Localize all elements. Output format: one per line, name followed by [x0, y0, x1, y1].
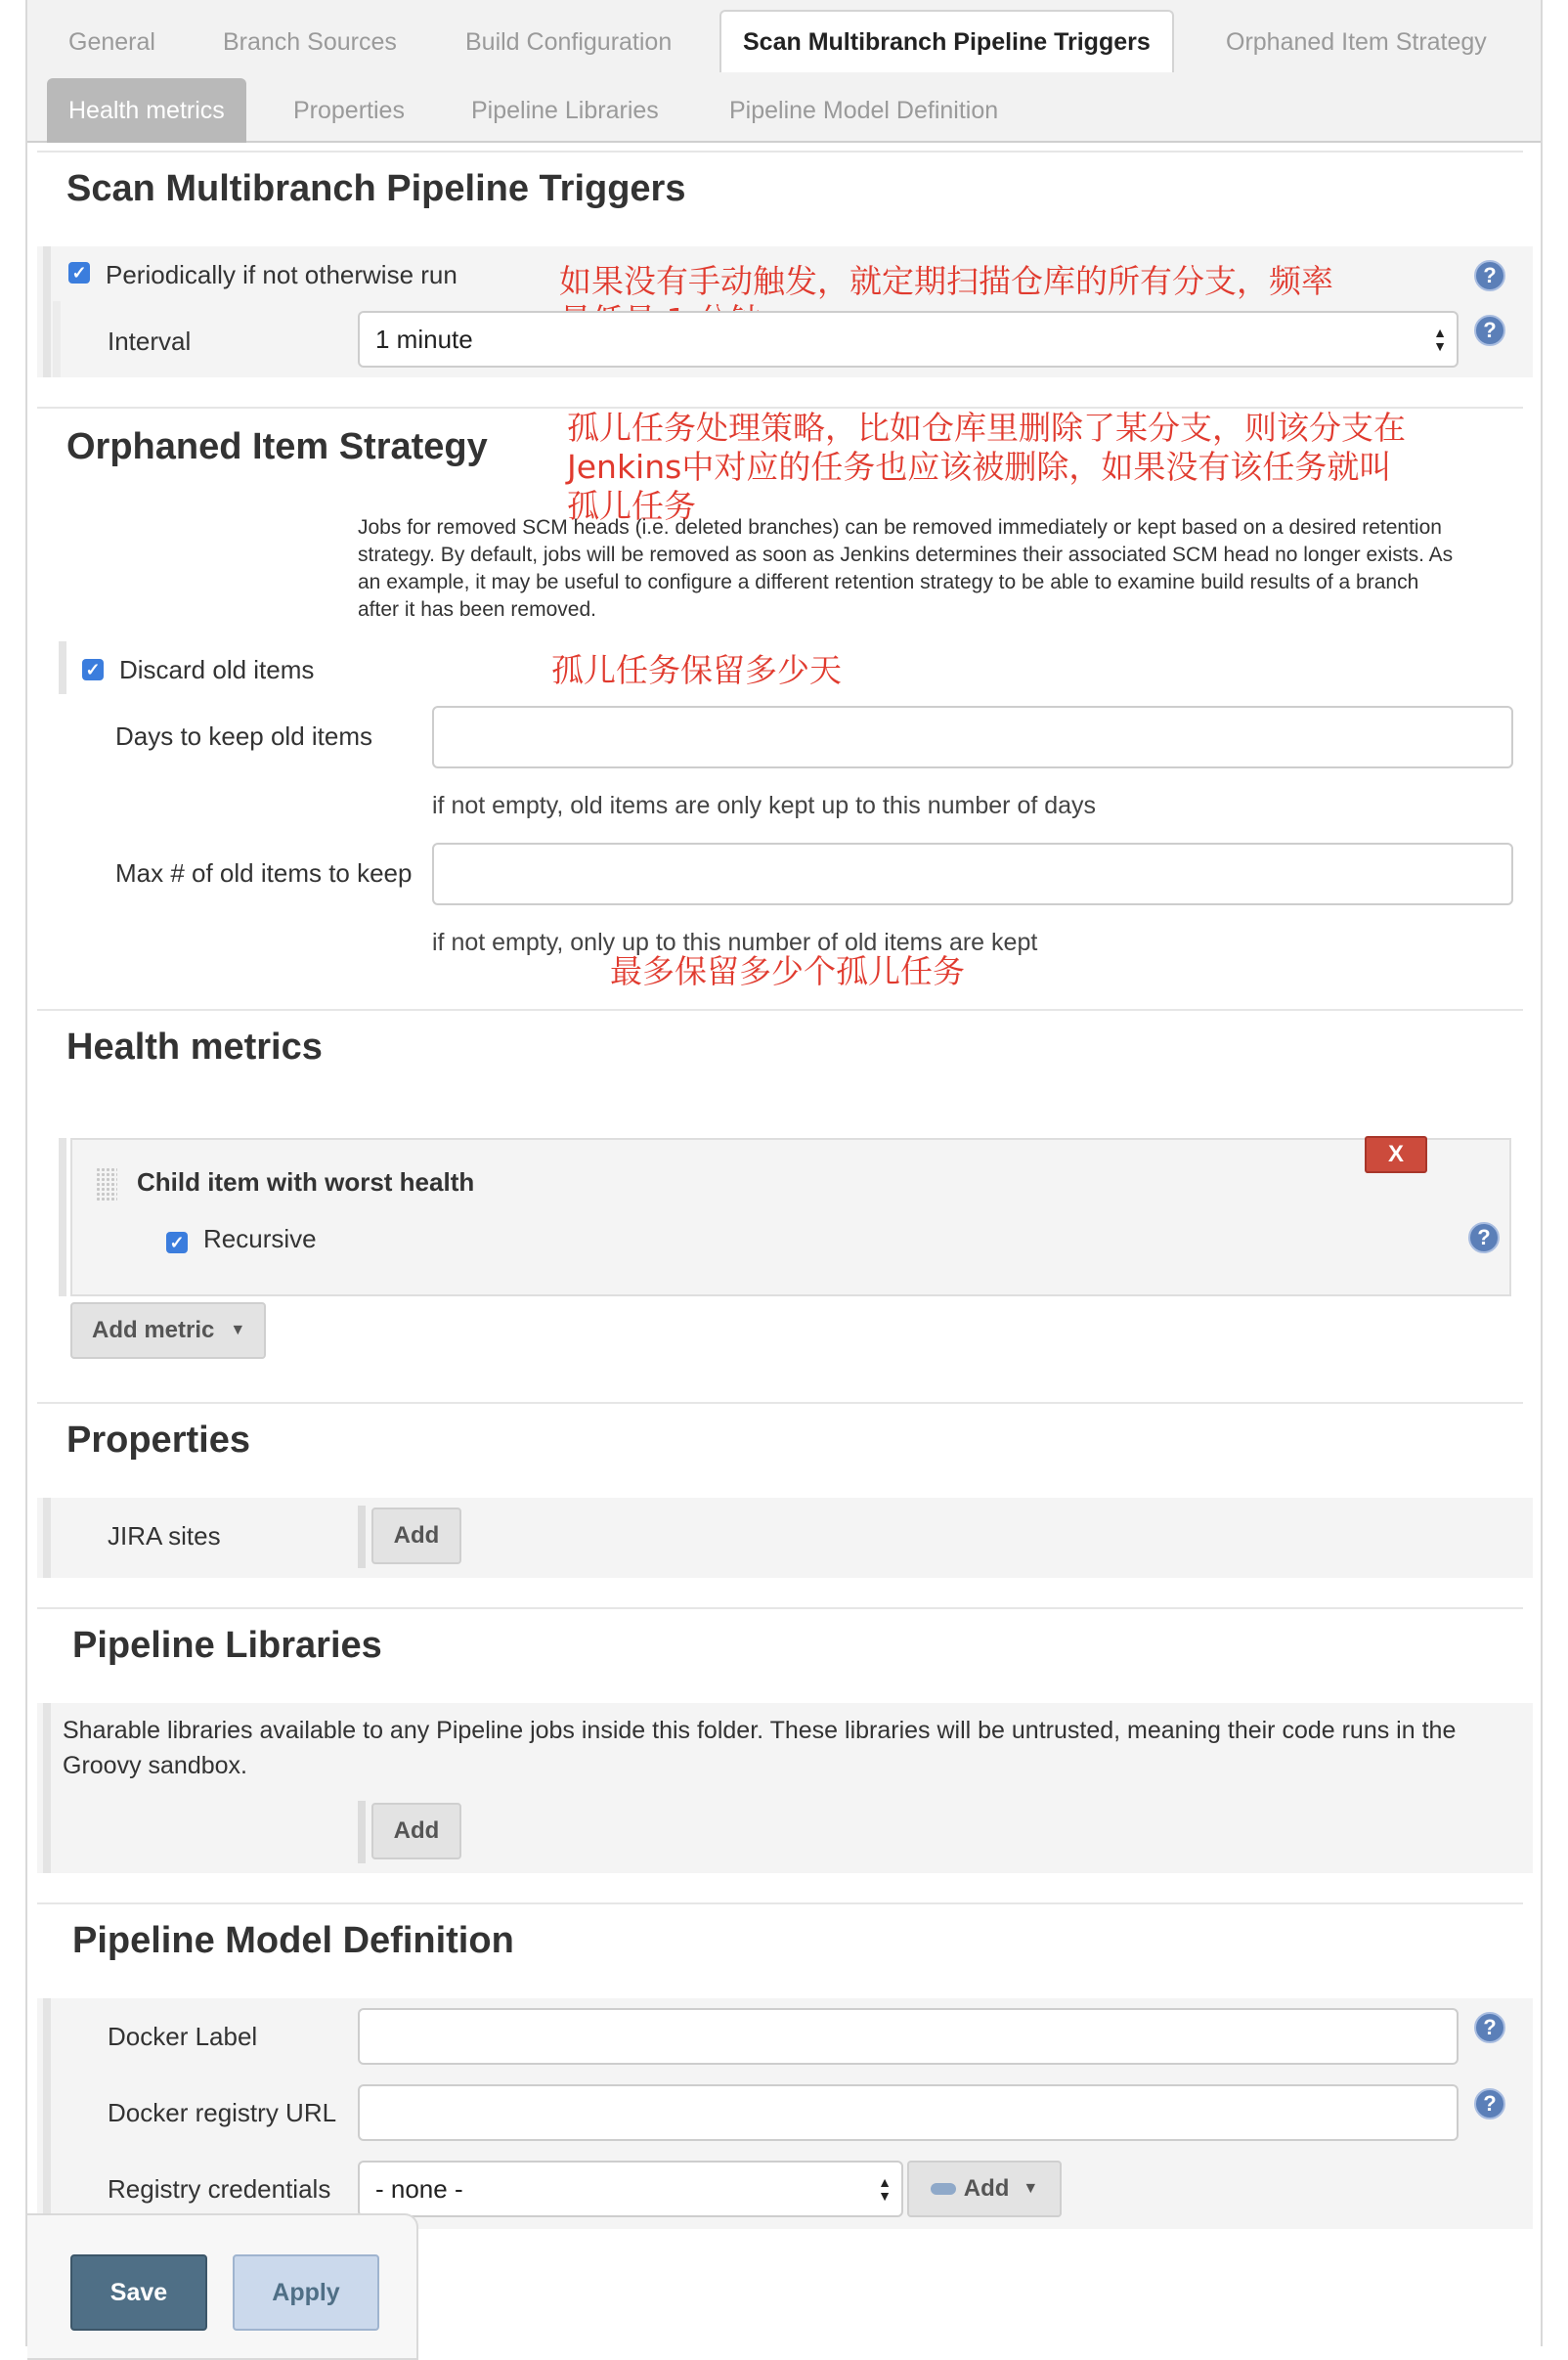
days-to-keep-label: Days to keep old items	[115, 721, 373, 751]
section-divider	[37, 1607, 1523, 1609]
tab-health-metrics[interactable]: Health metrics	[47, 78, 246, 143]
tab-pipeline-libraries[interactable]: Pipeline Libraries	[471, 97, 659, 124]
recursive-checkbox[interactable]	[166, 1232, 188, 1253]
max-items-hint: if not empty, only up to this number of old items are kept	[432, 929, 1038, 956]
properties-title: Properties	[66, 1420, 250, 1461]
help-icon[interactable]: ?	[1474, 2012, 1505, 2043]
max-items-input[interactable]	[432, 843, 1513, 905]
checkmark-icon: ✓	[71, 263, 87, 283]
days-to-keep-hint: if not empty, old items are only kept up to this number of days	[432, 792, 1097, 819]
add-library-button[interactable]: Add	[371, 1803, 461, 1859]
select-arrows-icon: ▲ ▼	[878, 2174, 892, 2204]
tab-branch-sources[interactable]: Branch Sources	[223, 28, 397, 56]
config-page	[25, 0, 1543, 2346]
panel-indent-bar	[43, 1998, 51, 2229]
jira-sites-label: JIRA sites	[108, 1521, 221, 1551]
tab-pipeline-model-definition[interactable]: Pipeline Model Definition	[729, 97, 999, 124]
add-metric-button[interactable]: Add metric ▼	[70, 1302, 266, 1359]
annotation-max-items: 最多保留多少个孤儿任务	[610, 952, 965, 990]
checkmark-icon: ✓	[85, 660, 101, 679]
help-icon[interactable]: ?	[1474, 2088, 1505, 2120]
scan-triggers-title: Scan Multibranch Pipeline Triggers	[66, 168, 686, 209]
field-indent-bar	[358, 1506, 366, 1568]
interval-label: Interval	[108, 327, 192, 356]
tab-general[interactable]: General	[68, 28, 155, 56]
metric-child-worst-health	[70, 1138, 1511, 1296]
panel-indent-bar	[53, 301, 61, 377]
help-icon[interactable]: ?	[1474, 260, 1505, 291]
key-icon	[931, 2183, 956, 2195]
tab-properties[interactable]: Properties	[293, 97, 405, 124]
panel-indent-bar	[59, 641, 66, 694]
checkmark-icon: ✓	[169, 1233, 185, 1252]
annotation-scan-frequency: 如果没有手动触发，就定期扫描仓库的所有分支，频率	[559, 262, 1333, 300]
pipeline-libraries-description: Sharable libraries available to any Pipeline jobs inside this folder. These libraries will be untrusted, meaning their code runs in the Groovy sandbox.	[63, 1717, 1457, 1779]
save-apply-bar	[27, 2213, 418, 2360]
add-jira-site-button[interactable]: Add	[371, 1508, 461, 1564]
tab-orphaned-item-strategy[interactable]: Orphaned Item Strategy	[1226, 28, 1487, 56]
registry-credentials-select[interactable]: - none - ▲ ▼	[358, 2161, 903, 2217]
pipeline-libraries-title: Pipeline Libraries	[72, 1625, 382, 1666]
discard-old-items-label: Discard old items	[119, 655, 315, 684]
orphaned-strategy-title: Orphaned Item Strategy	[66, 426, 488, 467]
section-divider	[37, 1902, 1523, 1904]
registry-credentials-label: Registry credentials	[108, 2174, 331, 2204]
save-button[interactable]: Save	[70, 2254, 207, 2331]
apply-button[interactable]: Apply	[233, 2254, 379, 2331]
tab-build-configuration[interactable]: Build Configuration	[465, 28, 673, 56]
remove-metric-button[interactable]: X	[1365, 1136, 1427, 1173]
select-arrows-icon: ▲ ▼	[1433, 325, 1447, 354]
panel-indent-bar	[43, 246, 51, 377]
panel-indent-bar	[59, 1138, 66, 1296]
max-items-label: Max # of old items to keep	[115, 858, 413, 888]
docker-registry-url-input[interactable]	[358, 2084, 1459, 2141]
section-divider	[37, 151, 1523, 153]
interval-select[interactable]: 1 minute ▲ ▼	[358, 311, 1459, 368]
health-metrics-title: Health metrics	[66, 1027, 323, 1068]
docker-registry-url-label: Docker registry URL	[108, 2098, 337, 2127]
chevron-down-icon: ▼	[230, 1322, 246, 1338]
days-to-keep-input[interactable]	[432, 706, 1513, 768]
annotation-keep-days: 孤儿任务保留多少天	[551, 651, 842, 689]
chevron-down-icon: ▼	[1023, 2180, 1039, 2197]
metric-title: Child item with worst health	[137, 1167, 475, 1197]
help-icon[interactable]: ?	[1468, 1222, 1500, 1253]
help-icon[interactable]: ?	[1474, 315, 1505, 346]
periodic-checkbox[interactable]	[68, 262, 90, 284]
field-indent-bar	[358, 1801, 366, 1863]
docker-label-label: Docker Label	[108, 2022, 258, 2051]
discard-old-items-checkbox[interactable]	[82, 659, 104, 680]
section-divider	[37, 1009, 1523, 1011]
periodic-label: Periodically if not otherwise run	[106, 260, 457, 289]
tab-scan-multibranch-pipeline-triggers[interactable]: Scan Multibranch Pipeline Triggers	[719, 10, 1174, 72]
add-credentials-button[interactable]: Add ▼	[907, 2161, 1062, 2217]
annotation-orphan-strategy: 孤儿任务处理策略，比如仓库里删除了某分支，则该分支在 Jenkins中对应的任务也应该被删除，如果没有该任务就叫 孤儿任务	[567, 409, 1406, 525]
pipeline-model-definition-title: Pipeline Model Definition	[72, 1920, 514, 1961]
properties-panel	[37, 1498, 1533, 1578]
section-tab-bar	[27, 0, 1541, 143]
docker-label-input[interactable]	[358, 2008, 1459, 2065]
panel-indent-bar	[43, 1498, 51, 1578]
section-divider	[37, 1402, 1523, 1404]
panel-indent-bar	[43, 1703, 51, 1873]
drag-handle-icon[interactable]	[96, 1167, 117, 1201]
recursive-label: Recursive	[203, 1224, 317, 1253]
orphaned-strategy-description: Jobs for removed SCM heads (i.e. deleted branches) can be removed immediately or kept based on a desired retention strategy. By default, jobs will be removed as soon as Jenkins determines their associated SCM head no longer exists. As an example, it may be useful to configure a different retention strategy to be able to examine build results of a branch after it has been removed.	[358, 516, 1454, 621]
